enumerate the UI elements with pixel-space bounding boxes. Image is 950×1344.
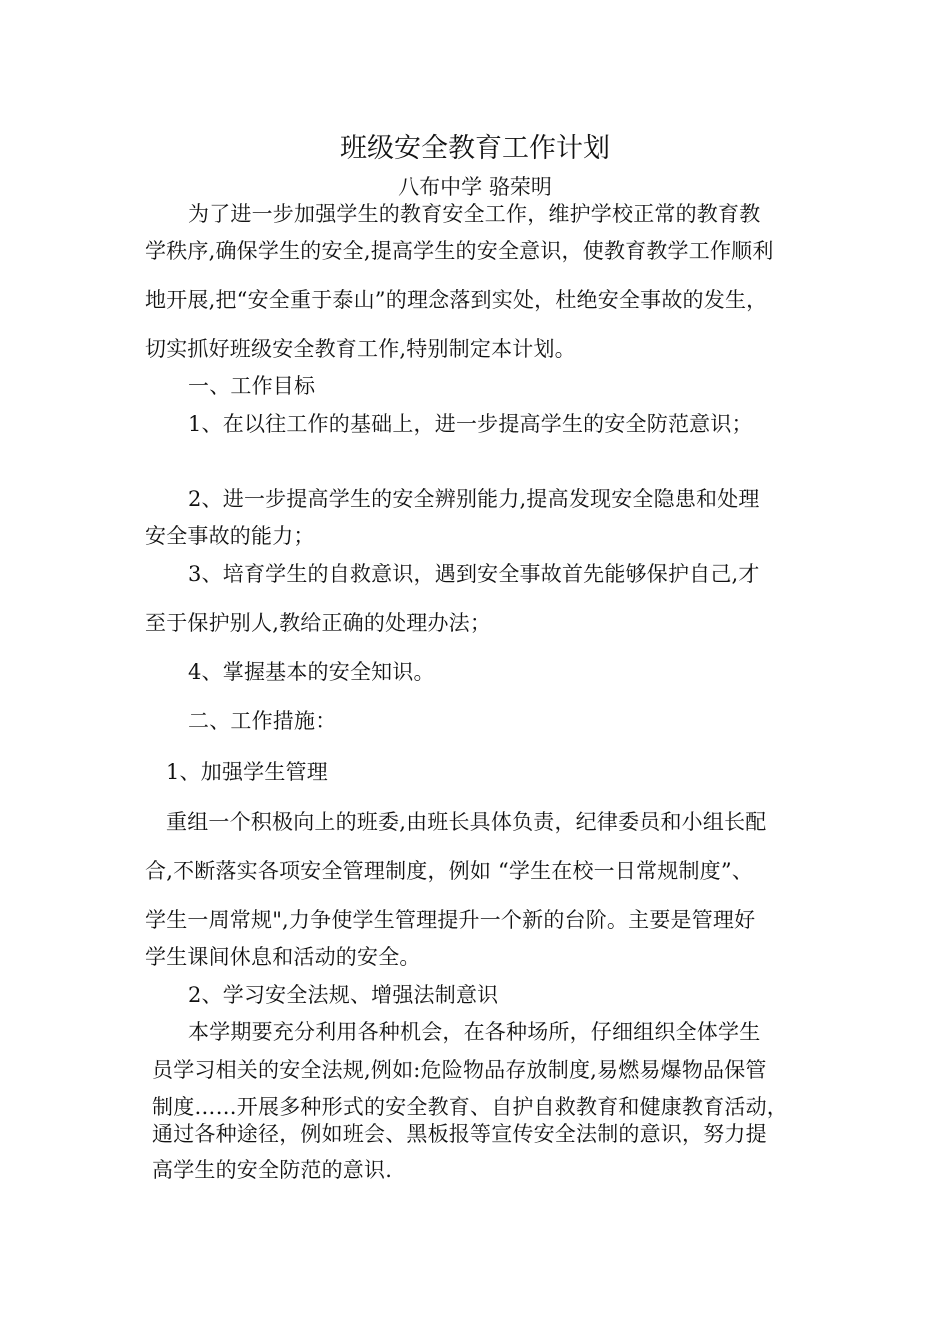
paragraph-line: 高学生的安全防范的意识. bbox=[152, 1158, 393, 1182]
subsection-heading: 1、加强学生管理 bbox=[166, 760, 328, 784]
section-heading: 一、工作目标 bbox=[188, 374, 316, 398]
author-line: 八布中学 骆荣明 bbox=[398, 175, 552, 199]
paragraph-line: 员学习相关的安全法规,例如:危险物品存放制度,易燃易爆物品保管 bbox=[152, 1058, 767, 1082]
paragraph-line: 切实抓好班级安全教育工作,特别制定本计划。 bbox=[145, 337, 576, 361]
list-item: 4、掌握基本的安全知识。 bbox=[188, 660, 435, 684]
paragraph-line: 至于保护别人,教给正确的处理办法； bbox=[145, 611, 492, 635]
list-item: 1、在以往工作的基础上，进一步提高学生的安全防范意识； bbox=[188, 412, 753, 436]
subsection-heading: 2、学习安全法规、增强法制意识 bbox=[188, 983, 499, 1007]
paragraph-line: 合,不断落实各项安全管理制度，例如 “学生在校一日常规制度”、 bbox=[145, 859, 754, 883]
paragraph-line: 为了进一步加强学生的教育安全工作，维护学校正常的教育教 bbox=[188, 202, 761, 226]
list-item: 2、进一步提高学生的安全辨别能力,提高发现安全隐患和处理 bbox=[188, 487, 760, 511]
paragraph-line: 制度……开展多种形式的安全教育、自护自救教育和健康教育活动， bbox=[152, 1095, 788, 1119]
list-item: 3、培育学生的自救意识，遇到安全事故首先能够保护自己,才 bbox=[188, 562, 760, 586]
section-heading: 二、工作措施： bbox=[188, 709, 337, 733]
paragraph-line: 重组一个积极向上的班委,由班长具体负责，纪律委员和小组长配 bbox=[166, 810, 767, 834]
document-title: 班级安全教育工作计划 bbox=[340, 133, 610, 164]
paragraph-line: 学生课间休息和活动的安全。 bbox=[145, 945, 421, 969]
paragraph-line: 通过各种途径，例如班会、黑板报等宣传安全法制的意识，努力提 bbox=[152, 1122, 767, 1146]
paragraph-line: 学生一周常规",力争使学生管理提升一个新的台阶。主要是管理好 bbox=[145, 908, 756, 932]
paragraph-line: 地开展,把“安全重于泰山”的理念落到实处，杜绝安全事故的发生， bbox=[145, 288, 768, 312]
paragraph-line: 本学期要充分利用各种机会，在各种场所，仔细组织全体学生 bbox=[188, 1020, 761, 1044]
paragraph-line: 学秩序,确保学生的安全,提高学生的安全意识，使教育教学工作顺利 bbox=[145, 239, 774, 263]
paragraph-line: 安全事故的能力； bbox=[145, 524, 315, 548]
